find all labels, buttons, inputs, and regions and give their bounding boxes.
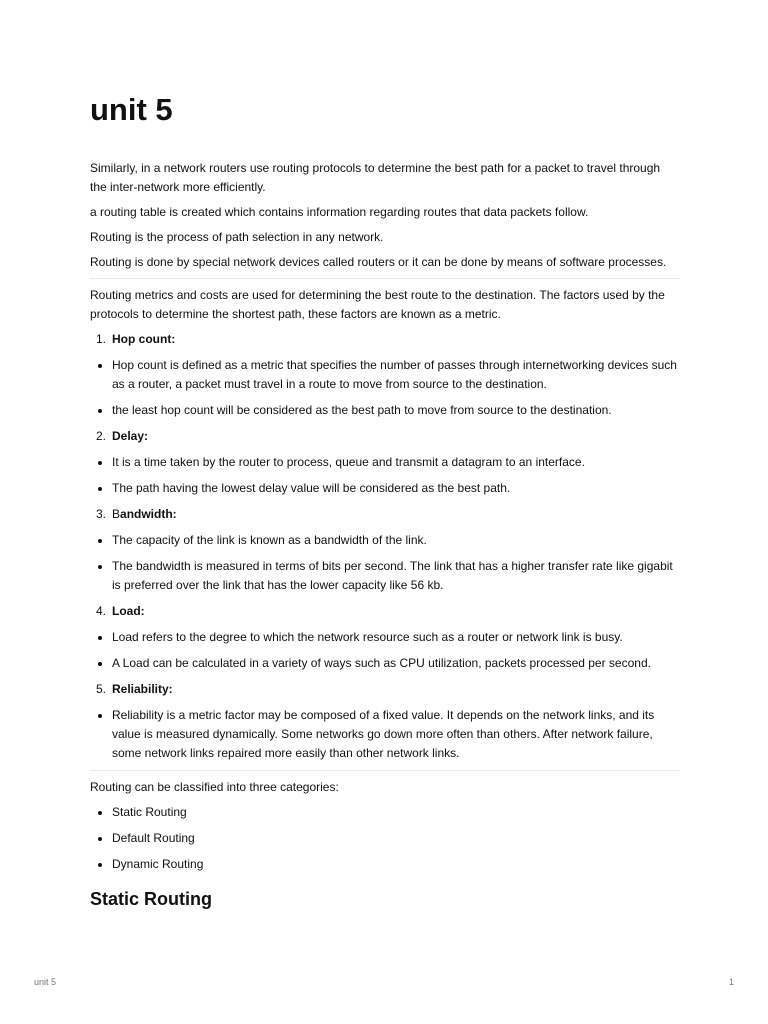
metric-title-reliability <box>90 680 680 699</box>
list-item: Static Routing <box>90 803 680 822</box>
metric-bullets-bandwidth <box>90 531 680 595</box>
routing-categories-list <box>90 803 680 874</box>
metric-bullets-delay <box>90 453 680 498</box>
metric-label: Hop count: <box>112 332 176 346</box>
metric-title-delay <box>90 427 680 446</box>
metric-bullets-reliability <box>90 706 680 763</box>
list-item: Load refers to the degree to which the network resource such as a router or network link is busy. <box>90 628 680 647</box>
metric-title-bandwidth <box>90 505 680 524</box>
divider <box>90 770 680 771</box>
metric-number: 5. <box>96 682 107 696</box>
intro-paragraph-1: Similarly, in a network routers use routing protocols to determine the best path for a packet to travel through the inter-network more efficiently. <box>90 161 661 194</box>
section-heading: Static Routing <box>90 889 212 909</box>
metric-label: Delay: <box>112 429 149 443</box>
document-page <box>90 90 680 911</box>
metric-bullets-load <box>90 628 680 673</box>
categories-intro: Routing can be classified into three categories: <box>90 780 339 794</box>
metric-label-prefix: B <box>112 507 121 521</box>
list-item: A Load can be calculated in a variety of ways such as CPU utilization, packets processed per second. <box>90 654 680 673</box>
intro-paragraph-3: Routing is the process of path selection in any network. <box>90 230 384 244</box>
list-item: The path having the lowest delay value will be considered as the best path. <box>90 479 680 498</box>
divider <box>90 278 680 279</box>
metric-title-load <box>90 602 680 621</box>
list-item: The bandwidth is measured in terms of bits per second. The link that has a higher transfer rate like gigabit is preferred over the link that has the lower capacity like 56 kb. <box>90 557 680 595</box>
metric-number: 4. <box>96 604 107 618</box>
list-item: Reliability is a metric factor may be composed of a fixed value. It depends on the network links, and its value is measured dynamically. Some networks go down more often than others. After network failure, some network links repaired more easily than other network links. <box>90 706 680 763</box>
metric-label: andwidth: <box>120 507 177 521</box>
metric-label: Reliability: <box>112 682 173 696</box>
metric-label: Load: <box>112 604 145 618</box>
list-item: The capacity of the link is known as a bandwidth of the link. <box>90 531 680 550</box>
intro-paragraph-4: Routing is done by special network devices called routers or it can be done by means of software processes. <box>90 255 667 269</box>
metric-title-hop-count <box>90 330 680 349</box>
page-number: 1 <box>728 977 734 987</box>
metric-number: 3. <box>96 507 107 521</box>
list-item: the least hop count will be considered as the best path to move from source to the destination. <box>90 401 680 420</box>
metric-bullets-hop-count <box>90 356 680 420</box>
list-item: Default Routing <box>90 829 680 848</box>
metric-number: 1. <box>96 332 107 346</box>
metric-number: 2. <box>96 429 107 443</box>
intro-paragraph-2: a routing table is created which contains information regarding routes that data packets follow. <box>90 205 589 219</box>
page-title: unit 5 <box>90 92 173 127</box>
list-item: It is a time taken by the router to process, queue and transmit a datagram to an interface. <box>90 453 680 472</box>
footer-title: unit 5 <box>34 977 57 987</box>
metrics-intro: Routing metrics and costs are used for determining the best route to the destination. The factors used by the protocols to determine the shortest path, these factors are known as a metric. <box>90 288 665 321</box>
list-item: Dynamic Routing <box>90 855 680 874</box>
list-item: Hop count is defined as a metric that specifies the number of passes through internetworking devices such as a router, a packet must travel in a route to move from source to the destination. <box>90 356 680 394</box>
